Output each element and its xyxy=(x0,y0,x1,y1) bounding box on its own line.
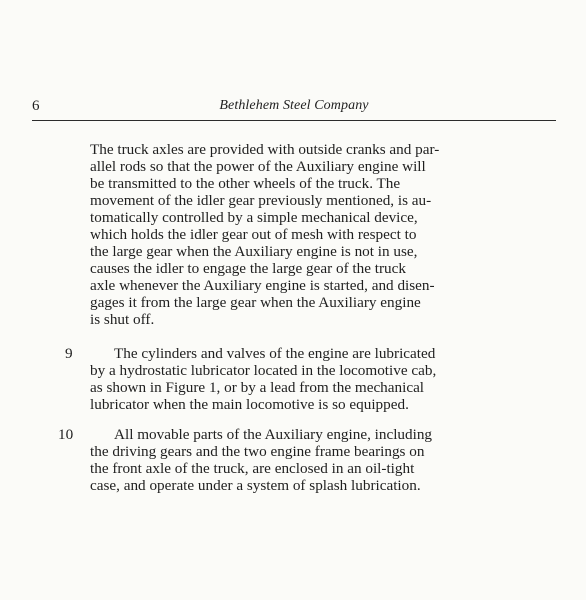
paragraph-line: the driving gears and the two engine frame bearings on xyxy=(90,443,425,460)
paragraph-line: The truck axles are provided with outside cranks and par- xyxy=(90,141,440,158)
paragraph-line-text: The cylinders and valves of the engine are lubricated xyxy=(114,345,436,362)
paragraph-line: allel rods so that the power of the Auxiliary engine will xyxy=(90,158,426,175)
paragraph-line: tomatically controlled by a simple mechanical device, xyxy=(90,209,418,226)
paragraph-line xyxy=(90,426,555,443)
paragraph-line: the large gear when the Auxiliary engine is not in use, xyxy=(90,243,418,260)
paragraph-line: causes the idler to engage the large gear of the truck xyxy=(90,260,406,277)
paragraph-line-text: All movable parts of the Auxiliary engine, including xyxy=(114,426,433,443)
page-header xyxy=(32,98,556,118)
header-rule xyxy=(32,120,556,121)
paragraph-line: which holds the idler gear out of mesh with respect to xyxy=(90,226,417,243)
paragraph-line: movement of the idler gear previously mentioned, is au- xyxy=(90,192,432,209)
paragraph-9 xyxy=(90,345,560,413)
paragraph-line: lubricator when the main locomotive is so equipped. xyxy=(90,396,409,413)
paragraph-line: as shown in Figure 1, or by a lead from the mechanical xyxy=(90,379,425,396)
paragraph-line: axle whenever the Auxiliary engine is started, and disen- xyxy=(90,277,435,294)
paragraph-number-9: 9 xyxy=(65,345,73,362)
paragraph-line: case, and operate under a system of splash lubrication. xyxy=(90,477,421,494)
running-title: Bethlehem Steel Company xyxy=(219,98,369,113)
paragraph-8-continuation xyxy=(90,141,555,328)
paragraph-line: is shut off. xyxy=(90,311,155,328)
paragraph-line: gages it from the large gear when the Auxiliary engine xyxy=(90,294,421,311)
paragraph-number-10: 10 xyxy=(58,426,74,443)
paragraph-line xyxy=(90,345,560,362)
page-number: 6 xyxy=(32,98,40,114)
paragraph-line: be transmitted to the other wheels of the truck. The xyxy=(90,175,401,192)
paragraph-line: the front axle of the truck, are enclosed in an oil-tight xyxy=(90,460,415,477)
paragraph-10 xyxy=(90,426,555,494)
paragraph-line: by a hydrostatic lubricator located in the locomotive cab, xyxy=(90,362,437,379)
